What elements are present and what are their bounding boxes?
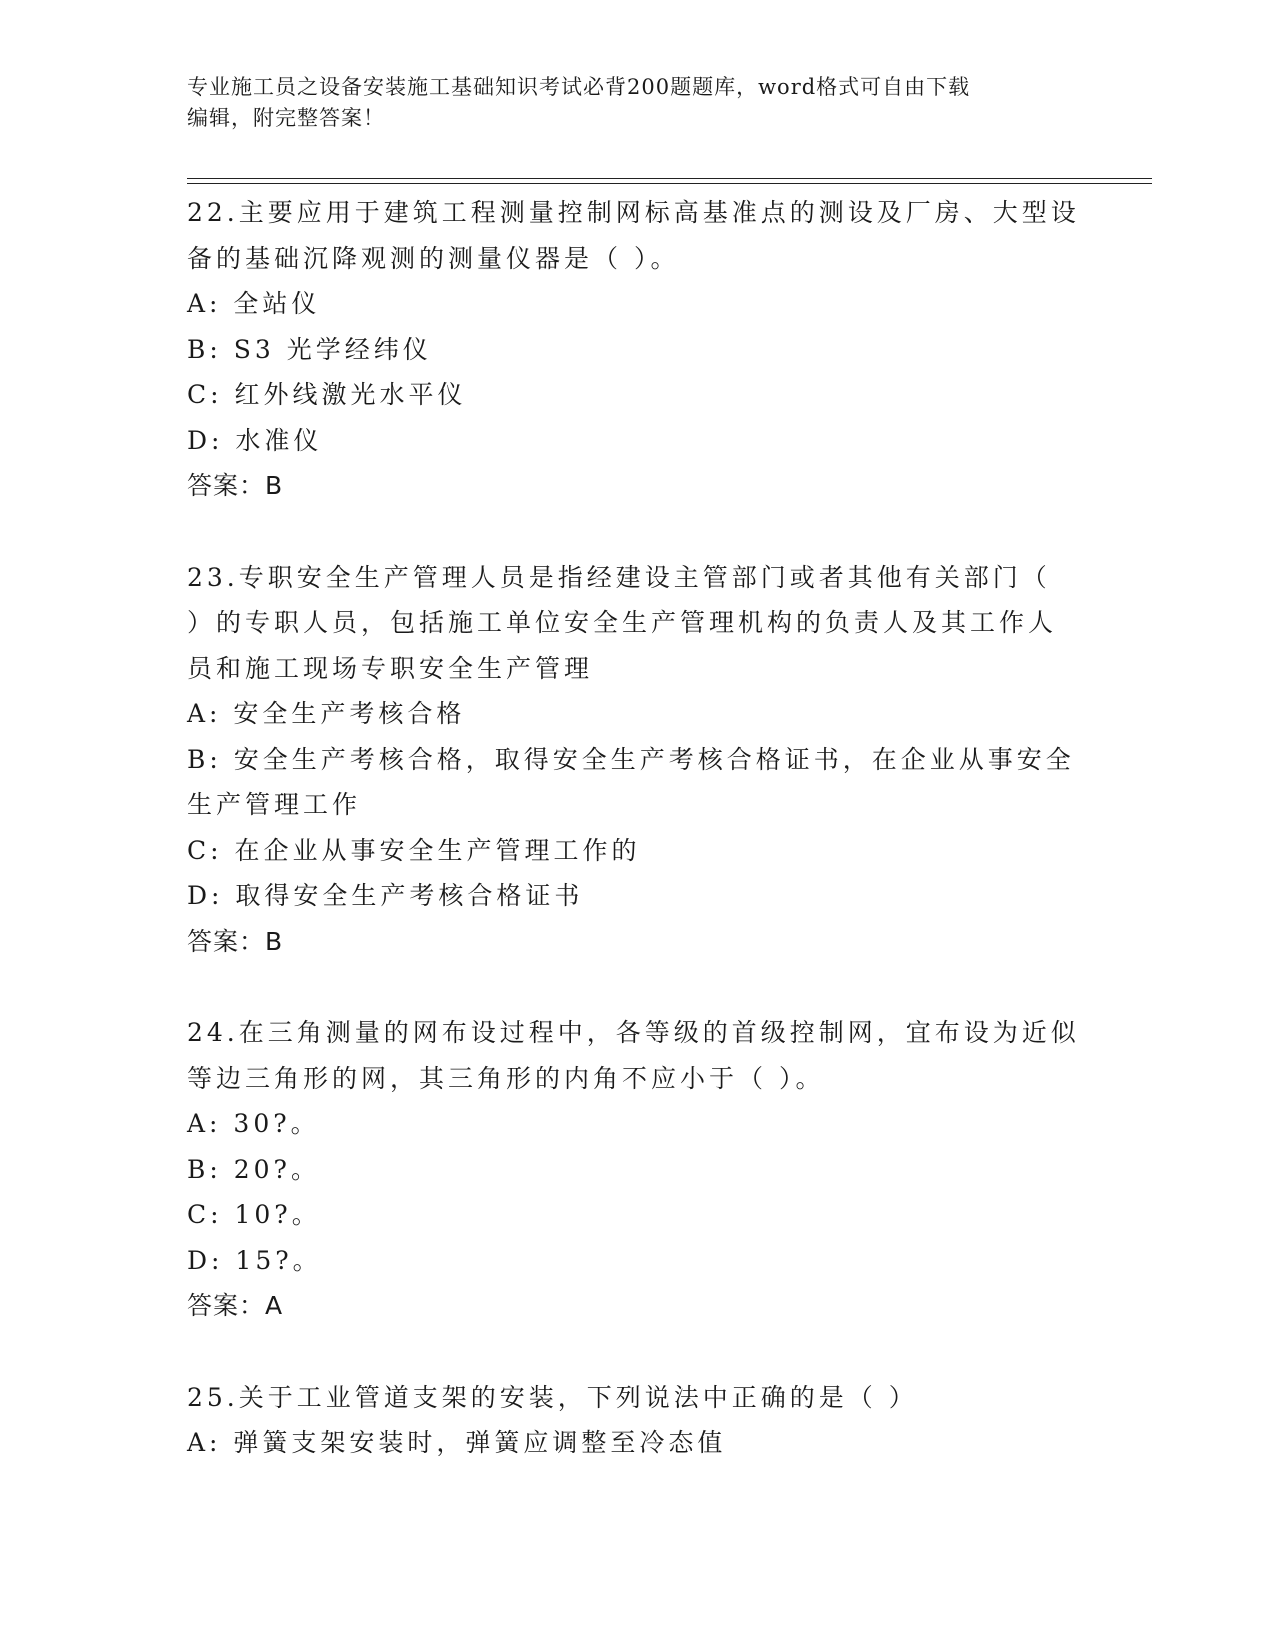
question-stem-line: 员和施工现场专职安全生产管理: [187, 653, 594, 683]
question-list: [187, 190, 1087, 1512]
question-block: [187, 1375, 1087, 1466]
option-line: D: 15?。: [187, 1245, 322, 1275]
option-line: B: S3 光学经纬仪: [187, 334, 432, 364]
question-block: [187, 555, 1087, 965]
option-line: A: 弹簧支架安装时，弹簧应调整至冷态值: [187, 1428, 727, 1457]
option-line: A: 全站仪: [187, 289, 321, 318]
option-line: D: 水准仪: [187, 425, 323, 455]
question-stem-line: 25.关于工业管道支架的安装，下列说法中正确的是（ ）: [187, 1382, 918, 1412]
question-block: [187, 190, 1087, 509]
question-block: [187, 1010, 1087, 1329]
option-line: B: 20?。: [187, 1154, 320, 1184]
question-stem-line: 等边三角形的网，其三角形的内角不应小于（ ）。: [187, 1063, 825, 1093]
question-stem-line: 24.在三角测量的网布设过程中，各等级的首级控制网，宜布设为近似: [187, 1018, 1080, 1047]
answer-line: 答案：A: [187, 1291, 284, 1320]
option-line: A: 30?。: [187, 1109, 320, 1138]
document-header: [187, 72, 1067, 134]
question-stem-line: 备的基础沉降观测的测量仪器是（ ）。: [187, 243, 680, 273]
answer-line: 答案：B: [187, 926, 284, 956]
option-line: A: 安全生产考核合格: [187, 699, 466, 728]
option-line: 生产管理工作: [187, 790, 362, 819]
header-divider-top: [187, 178, 1152, 179]
option-line: D: 取得安全生产考核合格证书: [187, 881, 584, 910]
question-stem-line: 22.主要应用于建筑工程测量控制网标高基准点的测设及厂房、大型设: [187, 198, 1080, 227]
option-line: C: 红外线激光水平仪: [187, 380, 467, 409]
option-line: C: 10?。: [187, 1200, 321, 1229]
option-line: C: 在企业从事安全生产管理工作的: [187, 835, 641, 865]
question-stem-line: ）的专职人员，包括施工单位安全生产管理机构的负责人及其工作人: [187, 608, 1058, 637]
header-line-1: 专业施工员之设备安装施工基础知识考试必背200题题库，word格式可自由下载: [187, 75, 971, 99]
answer-line: 答案：B: [187, 471, 284, 500]
header-line-2: 编辑，附完整答案！: [187, 106, 385, 130]
question-stem-line: 23.专职安全生产管理人员是指经建设主管部门或者其他有关部门（: [187, 562, 1051, 592]
option-line: B: 安全生产考核合格，取得安全生产考核合格证书，在企业从事安全: [187, 744, 1075, 774]
header-divider-bottom: [187, 183, 1152, 184]
